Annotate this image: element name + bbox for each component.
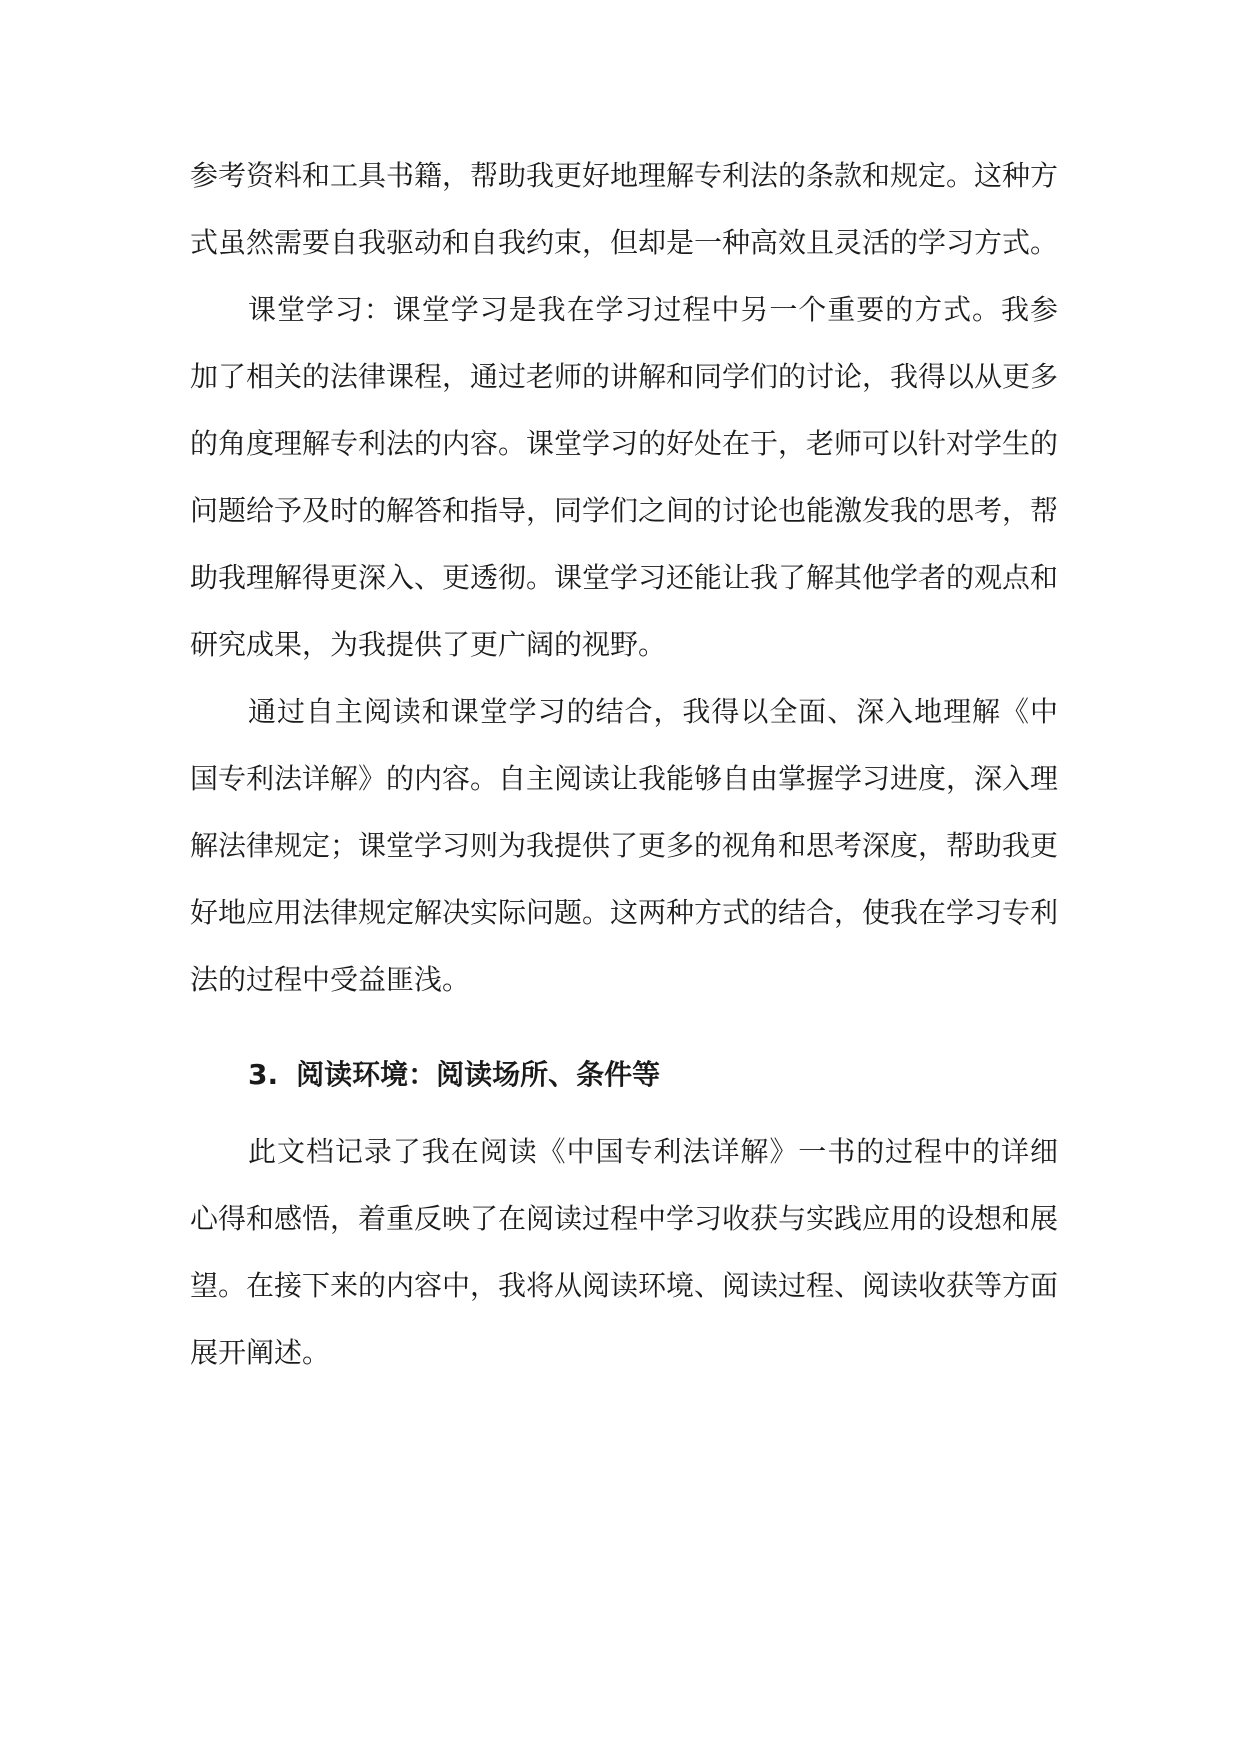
section-title: 阅读环境：阅读场所、条件等 xyxy=(296,1058,661,1091)
section-heading xyxy=(190,1041,1058,1108)
body-paragraph: 参考资料和工具书籍，帮助我更好地理解专利法的条款和规定。这种方式虽然需要自我驱动和自我约束，但却是一种高效且灵活的学习方式。 xyxy=(190,159,1059,259)
body-paragraph: 通过自主阅读和课堂学习的结合，我得以全面、深入地理解《中国专利法详解》的内容。自主阅读让我能够自由掌握学习进度，深入理解法律规定；课堂学习则为我提供了更多的视角和思考深度，帮助我更好地应用法律规定解决实际问题。这两种方式的结合，使我在学习专利法的过程中受益匪浅。 xyxy=(190,695,1059,996)
body-paragraph: 此文档记录了我在阅读《中国专利法详解》一书的过程中的详细心得和感悟，着重反映了在阅读过程中学习收获与实践应用的设想和展望。在接下来的内容中，我将从阅读环境、阅读过程、阅读收获等方面展开阐述。 xyxy=(190,1135,1059,1369)
body-paragraph: 课堂学习：课堂学习是我在学习过程中另一个重要的方式。我参加了相关的法律课程，通过老师的讲解和同学们的讨论，我得以从更多的角度理解专利法的内容。课堂学习的好处在于，老师可以针对学生的问题给予及时的解答和指导，同学们之间的讨论也能激发我的思考，帮助我理解得更深入、更透彻。课堂学习还能让我了解其他学者的观点和研究成果，为我提供了更广阔的视野。 xyxy=(190,293,1059,661)
section-number: 3. xyxy=(248,1058,279,1091)
document-body xyxy=(190,142,1058,1386)
